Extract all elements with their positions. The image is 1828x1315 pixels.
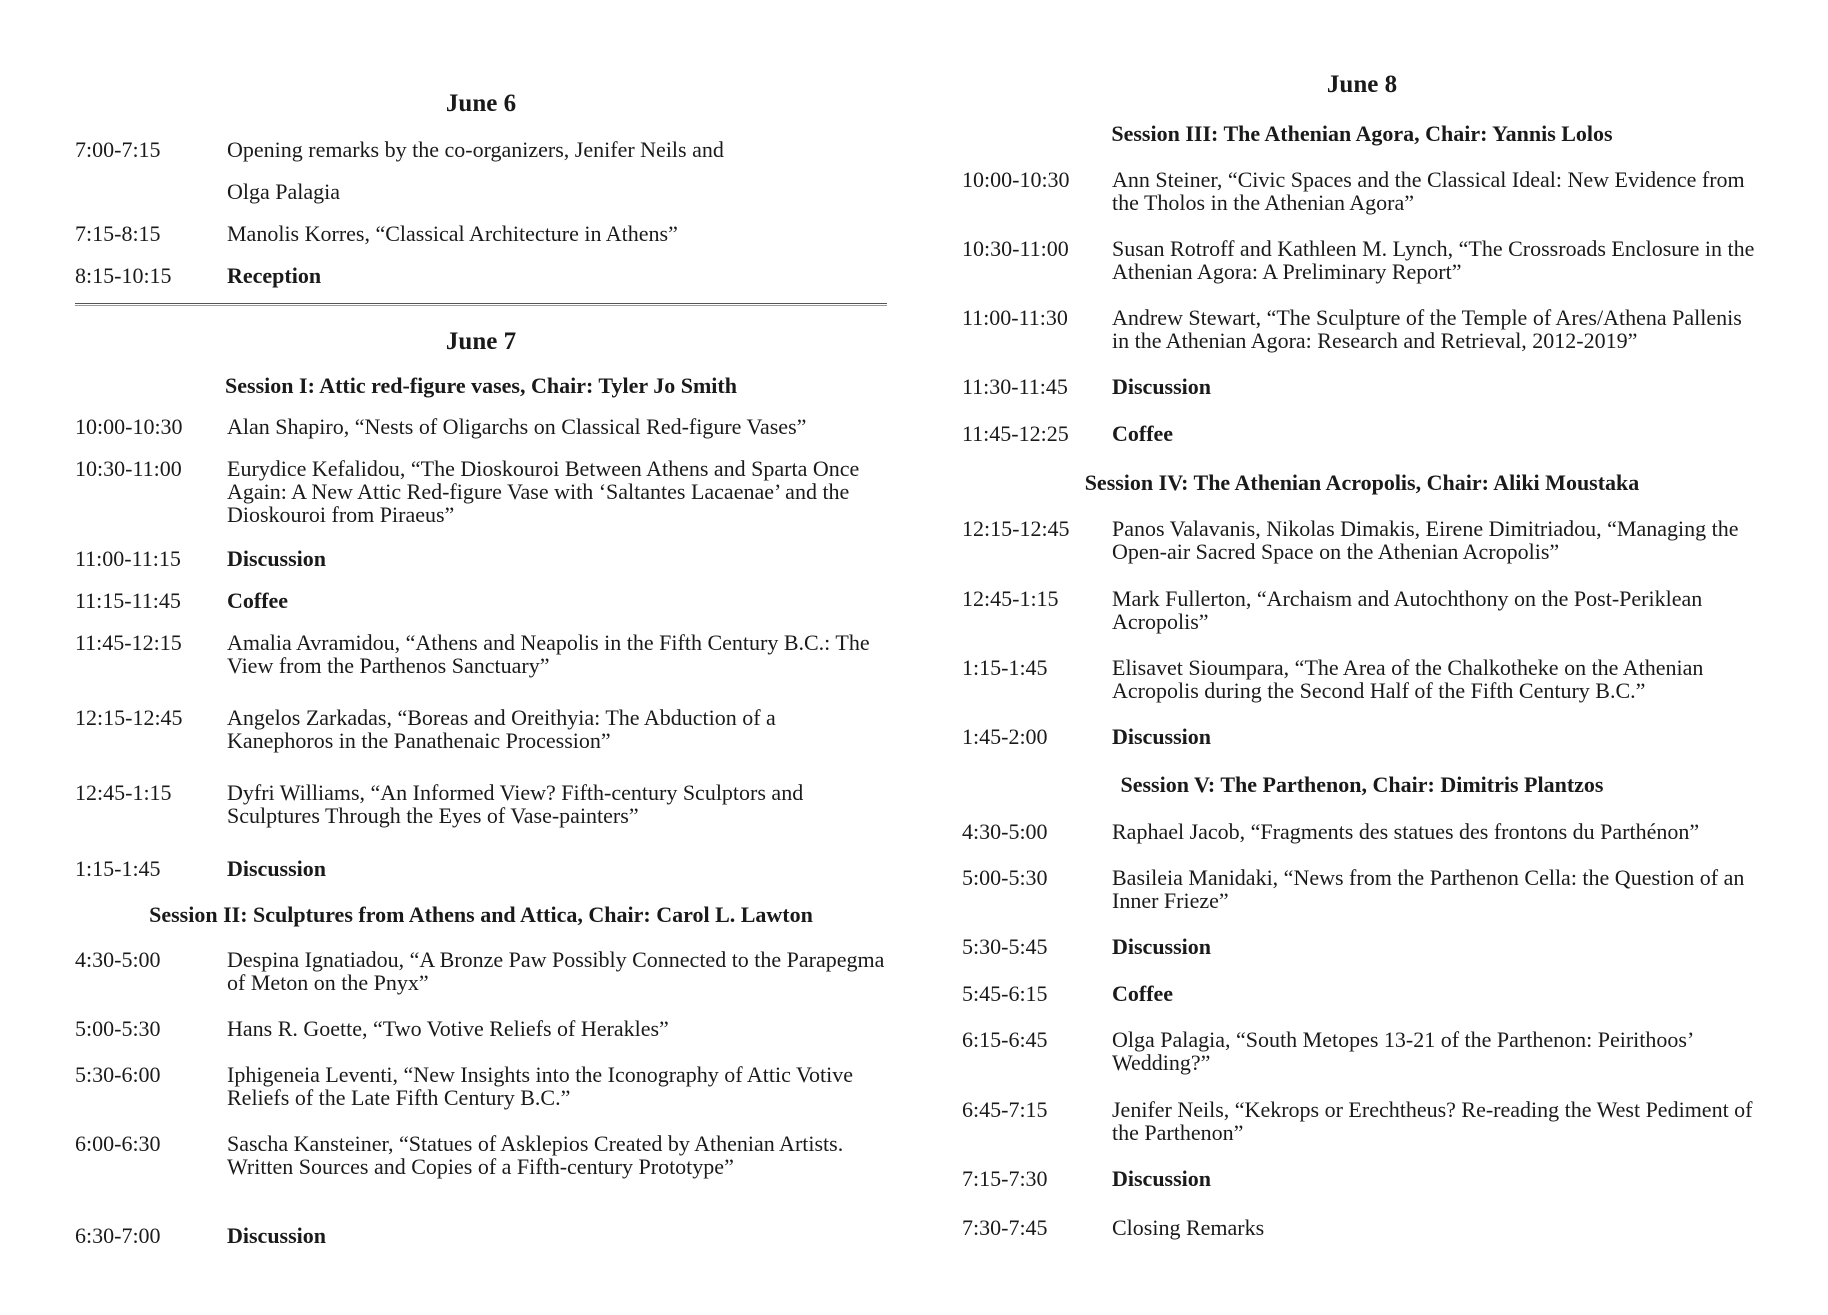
row-desc: Susan Rotroff and Kathleen M. Lynch, “The Crossroads Enclosure in the Athenian Agora: A Preliminary Report” (1112, 236, 1755, 284)
row-time: 11:45-12:25 (962, 421, 1069, 446)
row-time: 8:15-10:15 (75, 263, 172, 288)
row-time: 12:15-12:45 (962, 516, 1070, 541)
row-time: 7:30-7:45 (962, 1215, 1048, 1240)
row-desc: Alan Shapiro, “Nests of Oligarchs on Classical Red-figure Vases” (227, 414, 807, 439)
row-desc: Andrew Stewart, “The Sculpture of the Temple of Ares/Athena Pallenis in the Athenian Agora: Research and Retrieval, 2012-2019” (1112, 305, 1742, 353)
row-desc: Discussion (227, 856, 327, 881)
row-time: 10:30-11:00 (75, 456, 182, 481)
session-title: Session IV: The Athenian Acropolis, Chair: Aliki Moustaka (1084, 470, 1640, 495)
row-time: 11:45-12:15 (75, 630, 182, 655)
row-desc: Closing Remarks (1112, 1215, 1265, 1240)
row-desc: Discussion (1112, 724, 1212, 749)
row-desc: Panos Valavanis, Nikolas Dimakis, Eirene Dimitriadou, “Managing the Open-air Sacred Space on the Athenian Acropolis” (1112, 516, 1739, 564)
row-time: 5:45-6:15 (962, 981, 1048, 1006)
row-desc: Iphigeneia Leventi, “New Insights into the Iconography of Attic Votive Reliefs of the Late Fifth Century B.C.” (227, 1062, 854, 1110)
row-desc: Discussion (1112, 1166, 1212, 1191)
row-desc: Discussion (1112, 374, 1212, 399)
row-desc: Eurydice Kefalidou, “The Dioskouroi Between Athens and Sparta Once Again: A New Attic Red-figure Vase with ‘Saltantes Lacaenae’ and the Dioskouroi from Piraeus” (227, 456, 860, 527)
row-time: 1:15-1:45 (962, 655, 1048, 680)
row-desc: Coffee (227, 588, 289, 613)
row-desc: Angelos Zarkadas, “Boreas and Oreithyia: The Abduction of a Kanephoros in the Panathenaic Procession” (227, 705, 776, 753)
row-desc: Jenifer Neils, “Kekrops or Erechtheus? Re-reading the West Pediment of the Parthenon” (1112, 1097, 1753, 1145)
row-desc: Sascha Kansteiner, “Statues of Asklepios Created by Athenian Artists. Written Sources and Copies of a Fifth-century Prototype” (227, 1131, 844, 1179)
row-time: 4:30-5:00 (962, 819, 1048, 844)
row-desc: Olga Palagia, “South Metopes 13-21 of the Parthenon: Peirithoos’ Wedding?” (1112, 1027, 1693, 1075)
row-time: 11:15-11:45 (75, 588, 181, 613)
row-desc: Reception (227, 263, 322, 288)
row-desc: Elisavet Sioumpara, “The Area of the Chalkotheke on the Athenian Acropolis during the Second Half of the Fifth Century B.C.” (1112, 655, 1704, 703)
row-desc: Ann Steiner, “Civic Spaces and the Classical Ideal: New Evidence from the Tholos in the Athenian Agora” (1112, 167, 1745, 215)
row-time: 10:00-10:30 (962, 167, 1070, 192)
row-time: 12:45-1:15 (962, 586, 1059, 611)
row-time: 1:15-1:45 (75, 856, 161, 881)
row-desc: Olga Palagia (227, 179, 341, 204)
row-time: 11:00-11:15 (75, 546, 181, 571)
day-heading-june7: June 7 (445, 328, 517, 355)
row-desc: Discussion (1112, 934, 1212, 959)
row-desc: Dyfri Williams, “An Informed View? Fifth-century Sculptors and Sculptures Through the Eyes of Vase-painters” (227, 780, 804, 828)
row-desc: Manolis Korres, “Classical Architecture in Athens” (227, 221, 678, 246)
row-time: 5:00-5:30 (75, 1016, 161, 1041)
row-time: 6:45-7:15 (962, 1097, 1048, 1122)
session-title: Session II: Sculptures from Athens and Attica, Chair: Carol L. Lawton (149, 902, 813, 927)
row-desc: Opening remarks by the co-organizers, Jenifer Neils and (227, 137, 724, 162)
day-heading-june8: June 8 (1326, 71, 1398, 98)
row-time: 5:30-6:00 (75, 1062, 161, 1087)
row-desc: Basileia Manidaki, “News from the Parthenon Cella: the Question of an Inner Frieze” (1112, 865, 1745, 913)
row-desc: Amalia Avramidou, “Athens and Neapolis in the Fifth Century B.C.: The View from the Parthenos Sanctuary” (227, 630, 870, 678)
row-time: 6:15-6:45 (962, 1027, 1048, 1052)
row-time: 12:45-1:15 (75, 780, 172, 805)
row-desc: Coffee (1112, 421, 1174, 446)
row-desc: Despina Ignatiadou, “A Bronze Paw Possibly Connected to the Parapegma of Meton on the Pnyx” (227, 947, 885, 995)
day-heading-june6: June 6 (445, 90, 517, 117)
row-desc: Discussion (227, 546, 327, 571)
row-desc: Coffee (1112, 981, 1174, 1006)
row-time: 5:00-5:30 (962, 865, 1048, 890)
session-title: Session I: Attic red-figure vases, Chair: Tyler Jo Smith (225, 373, 737, 398)
row-time: 7:00-7:15 (75, 137, 161, 162)
row-time: 6:30-7:00 (75, 1223, 161, 1248)
row-time: 10:00-10:30 (75, 414, 183, 439)
row-time: 12:15-12:45 (75, 705, 183, 730)
row-time: 10:30-11:00 (962, 236, 1069, 261)
row-desc: Discussion (227, 1223, 327, 1248)
row-desc: Mark Fullerton, “Archaism and Autochthony on the Post-Periklean Acropolis” (1112, 586, 1703, 634)
day-divider (75, 303, 887, 306)
row-time: 7:15-8:15 (75, 221, 161, 246)
row-time: 1:45-2:00 (962, 724, 1048, 749)
session-title: Session III: The Athenian Agora, Chair: Yannis Lolos (1111, 121, 1613, 146)
row-desc: Hans R. Goette, “Two Votive Reliefs of Herakles” (227, 1016, 669, 1041)
row-time: 4:30-5:00 (75, 947, 161, 972)
row-time: 11:00-11:30 (962, 305, 1068, 330)
row-time: 5:30-5:45 (962, 934, 1048, 959)
row-desc: Raphael Jacob, “Fragments des statues des frontons du Parthénon” (1112, 819, 1700, 844)
row-time: 6:00-6:30 (75, 1131, 161, 1156)
session-title: Session V: The Parthenon, Chair: Dimitris Plantzos (1120, 772, 1604, 797)
row-time: 11:30-11:45 (962, 374, 1068, 399)
row-time: 7:15-7:30 (962, 1166, 1048, 1191)
